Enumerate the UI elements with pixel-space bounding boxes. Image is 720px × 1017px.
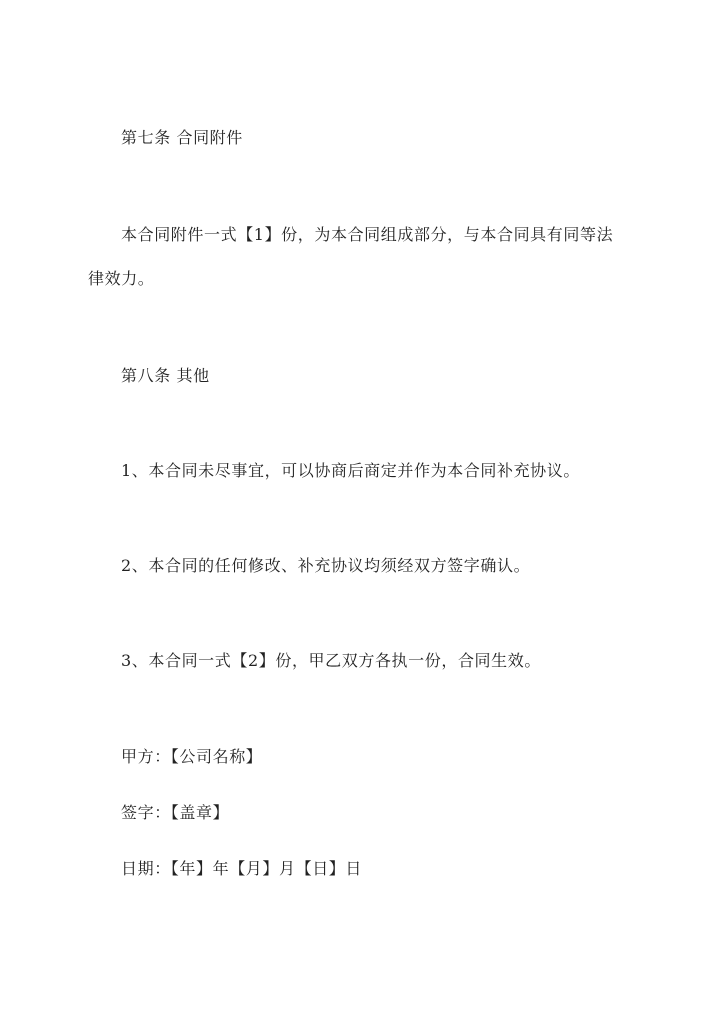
party-a-line: 甲方：【公司名称】 [121, 747, 263, 766]
article-7-paragraph-line-1: 本合同附件一式【1】份，为本合同组成部分，与本合同具有同等法 [121, 225, 614, 244]
article-7-paragraph-line-2: 律效力。 [88, 269, 155, 288]
signature-line: 签字：【盖章】 [121, 803, 230, 822]
article-8-item-3: 3、本合同一式【2】份，甲乙双方各执一份，合同生效。 [121, 651, 541, 670]
article-8-item-1: 1、本合同未尽事宜，可以协商后商定并作为本合同补充协议。 [121, 461, 580, 480]
article-7-heading: 第七条 合同附件 [121, 128, 243, 147]
date-line: 日期：【年】年【月】月【日】日 [121, 859, 363, 878]
article-8-item-2: 2、本合同的任何修改、补充协议均须经双方签字确认。 [121, 556, 531, 575]
article-8-heading: 第八条 其他 [121, 366, 210, 385]
